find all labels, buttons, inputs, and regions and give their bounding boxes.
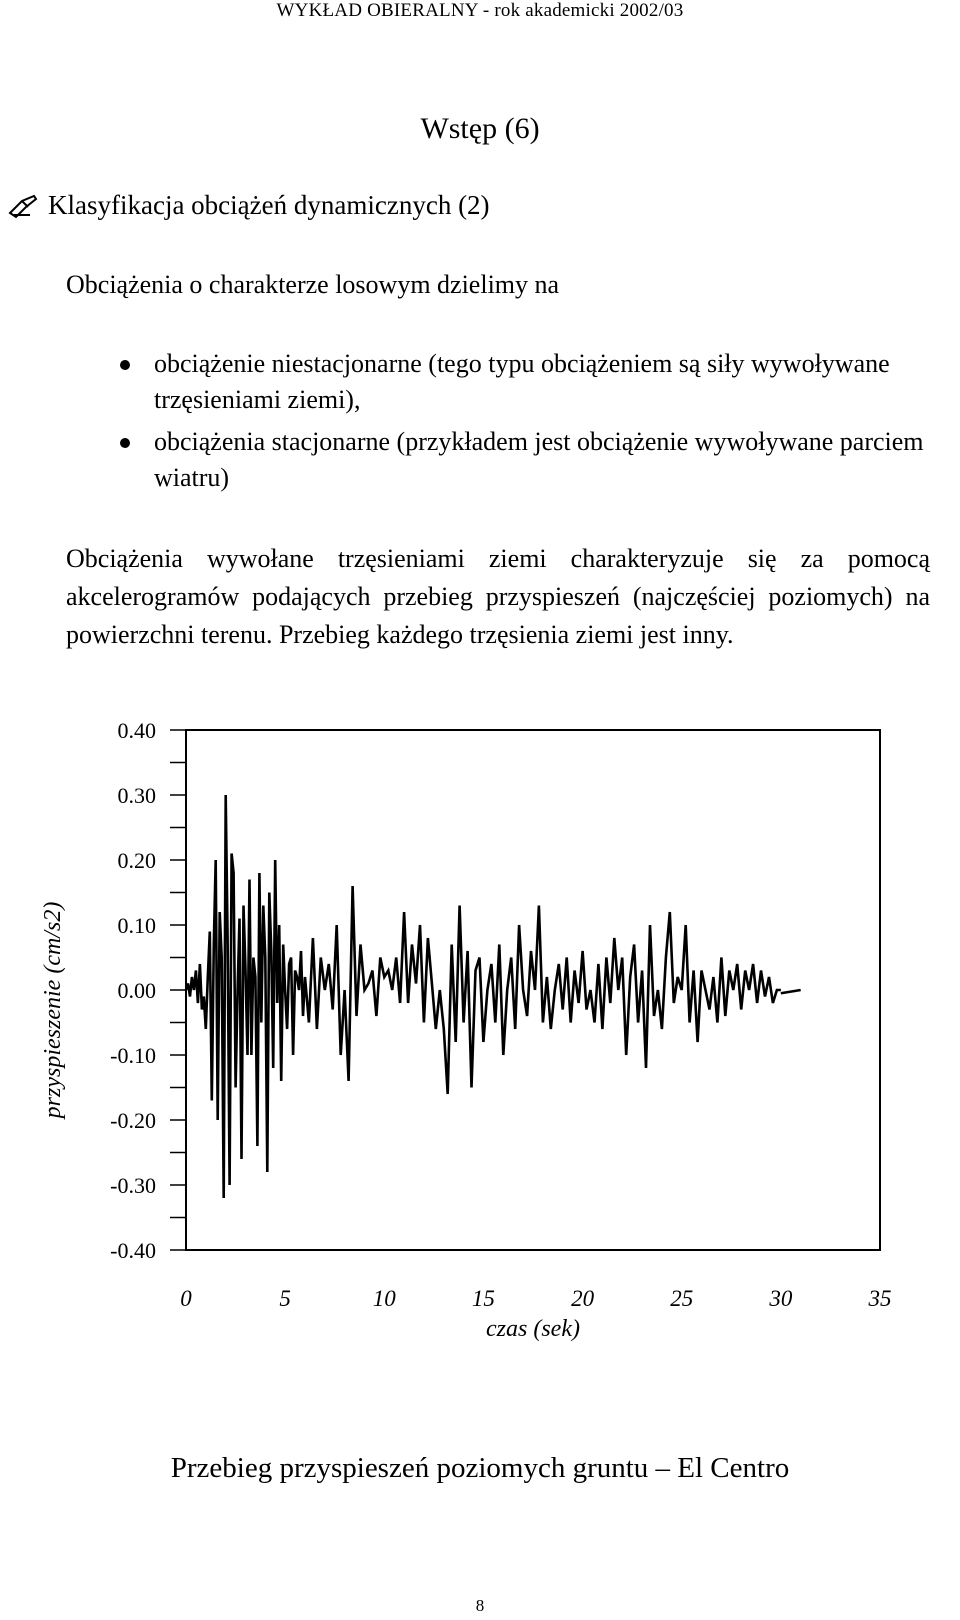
page-number: 8 bbox=[475, 1596, 485, 1615]
section-title: Klasyfikacja obciążeń dynamicznych (2) bbox=[48, 190, 490, 220]
series-line bbox=[186, 795, 781, 1198]
figure-caption: Przebieg przyspieszeń poziomych gruntu – El Centro bbox=[170, 1452, 790, 1484]
writing-hand-icon bbox=[8, 193, 40, 219]
x-tick-label: 35 bbox=[868, 1286, 892, 1311]
y-tick-label: -0.30 bbox=[110, 1173, 156, 1198]
bullet-icon bbox=[120, 360, 130, 370]
description-paragraph: Obciążenia wywołane trzęsieniami ziemi charakteryzuje się za pomocą akcelerogramów podających przebieg przyspieszeń (najczęściej poziomych) na powierzchni terenu. Przebieg każdego trzęsienia ziemi jest inny. bbox=[66, 544, 930, 649]
list-item: obciążenie niestacjonarne (tego typu obciążeniem są siły wywoływane trzęsieniami ziemi), bbox=[110, 346, 930, 418]
x-tick-label: 25 bbox=[670, 1286, 694, 1311]
x-tick-label: 20 bbox=[571, 1286, 595, 1311]
y-tick-label: -0.40 bbox=[110, 1238, 156, 1263]
page-header: WYKŁAD OBIERALNY - rok akademicki 2002/03 bbox=[276, 0, 684, 21]
bullet-list bbox=[110, 346, 930, 502]
y-tick-label: -0.20 bbox=[110, 1108, 156, 1133]
y-tick-label: 0.00 bbox=[117, 978, 156, 1003]
series-tail bbox=[781, 990, 801, 993]
y-tick-label: 0.30 bbox=[117, 783, 156, 808]
slide-title: Wstęp (6) bbox=[420, 112, 540, 145]
y-tick-label: 0.20 bbox=[117, 848, 156, 873]
x-tick-label: 30 bbox=[769, 1286, 793, 1311]
x-tick-label: 15 bbox=[471, 1286, 495, 1311]
y-tick-label: 0.40 bbox=[117, 720, 156, 743]
section-heading bbox=[8, 190, 490, 221]
list-item: obciążenia stacjonarne (przykładem jest obciążenie wywoływane parciem wiatru) bbox=[110, 424, 930, 496]
y-tick-label: 0.10 bbox=[117, 913, 156, 938]
intro-paragraph: Obciążenia o charakterze losowym dzielimy na bbox=[66, 270, 560, 299]
x-tick-label: 5 bbox=[279, 1286, 291, 1311]
y-axis-label: przyspieszenie (cm/s2) bbox=[40, 901, 66, 1119]
y-tick-label: -0.10 bbox=[110, 1043, 156, 1068]
x-axis-label: czas (sek) bbox=[486, 1316, 580, 1342]
accelerogram-chart bbox=[0, 720, 960, 1380]
x-tick-label: 0 bbox=[180, 1286, 192, 1311]
x-tick-label: 10 bbox=[372, 1286, 396, 1311]
chart-svg bbox=[0, 720, 960, 1380]
bullet-icon bbox=[120, 438, 130, 448]
